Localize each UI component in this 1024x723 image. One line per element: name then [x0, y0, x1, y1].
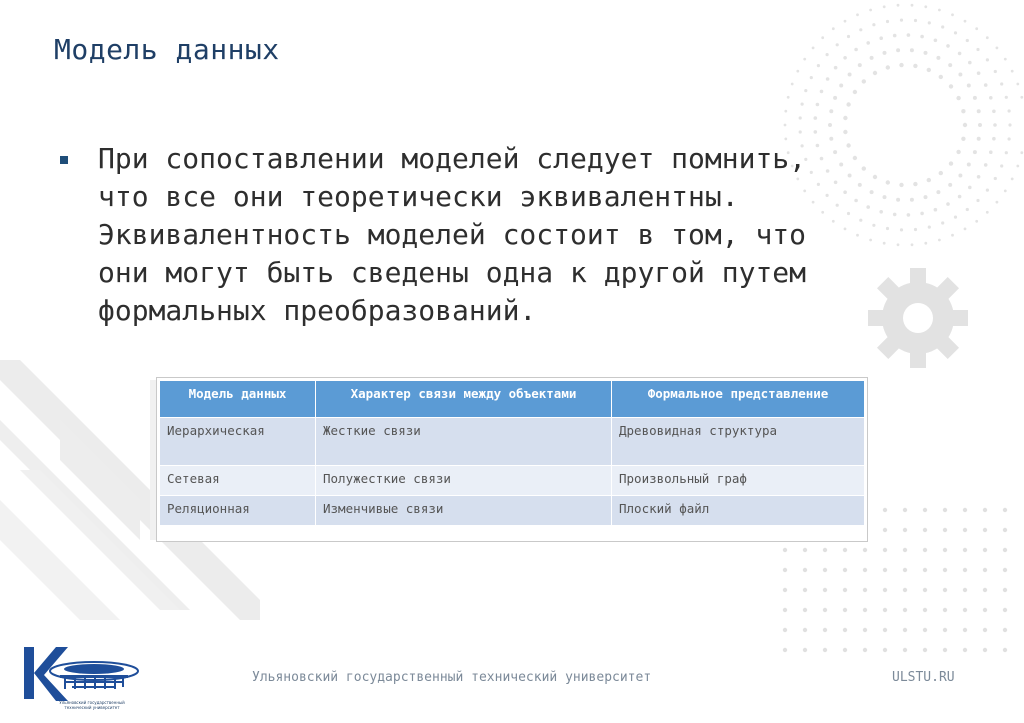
- table-row: [160, 466, 865, 496]
- table-row: [160, 496, 865, 526]
- footer-university: Ульяновский государственный технический университет: [252, 670, 652, 685]
- slide-title: Модель данных: [54, 33, 280, 66]
- data-models-table: [159, 380, 865, 526]
- table-cell: Древовидная структура: [612, 418, 865, 466]
- footer-url[interactable]: ULSTU.RU: [892, 670, 955, 685]
- table-header-cell: Формальное представление: [612, 381, 865, 418]
- table-cell: Жесткие связи: [316, 418, 612, 466]
- table-cell: Иерархическая: [160, 418, 316, 466]
- logo-caption: Ульяновский государственный технический университет: [59, 700, 125, 710]
- table-row: [160, 418, 865, 466]
- table-cell: Изменчивые связи: [316, 496, 612, 526]
- bullet-marker: [60, 156, 68, 164]
- table-cell: Реляционная: [160, 496, 316, 526]
- table-cell: Произвольный граф: [612, 466, 865, 496]
- table-header-cell: Характер связи между объектами: [316, 381, 612, 418]
- table-cell: Полужесткие связи: [316, 466, 612, 496]
- table-header-cell: Модель данных: [160, 381, 316, 418]
- table-cell: Плоский файл: [612, 496, 865, 526]
- table-header-row: [160, 381, 865, 418]
- bullet-text: При сопоставлении моделей следует помнить, что все они теоретически эквивалентны. Эквивалентность моделей состоит в том, что они могут быть сведены одна к другой путем формальных преобразований.: [98, 142, 807, 327]
- table-cell: Сетевая: [160, 466, 316, 496]
